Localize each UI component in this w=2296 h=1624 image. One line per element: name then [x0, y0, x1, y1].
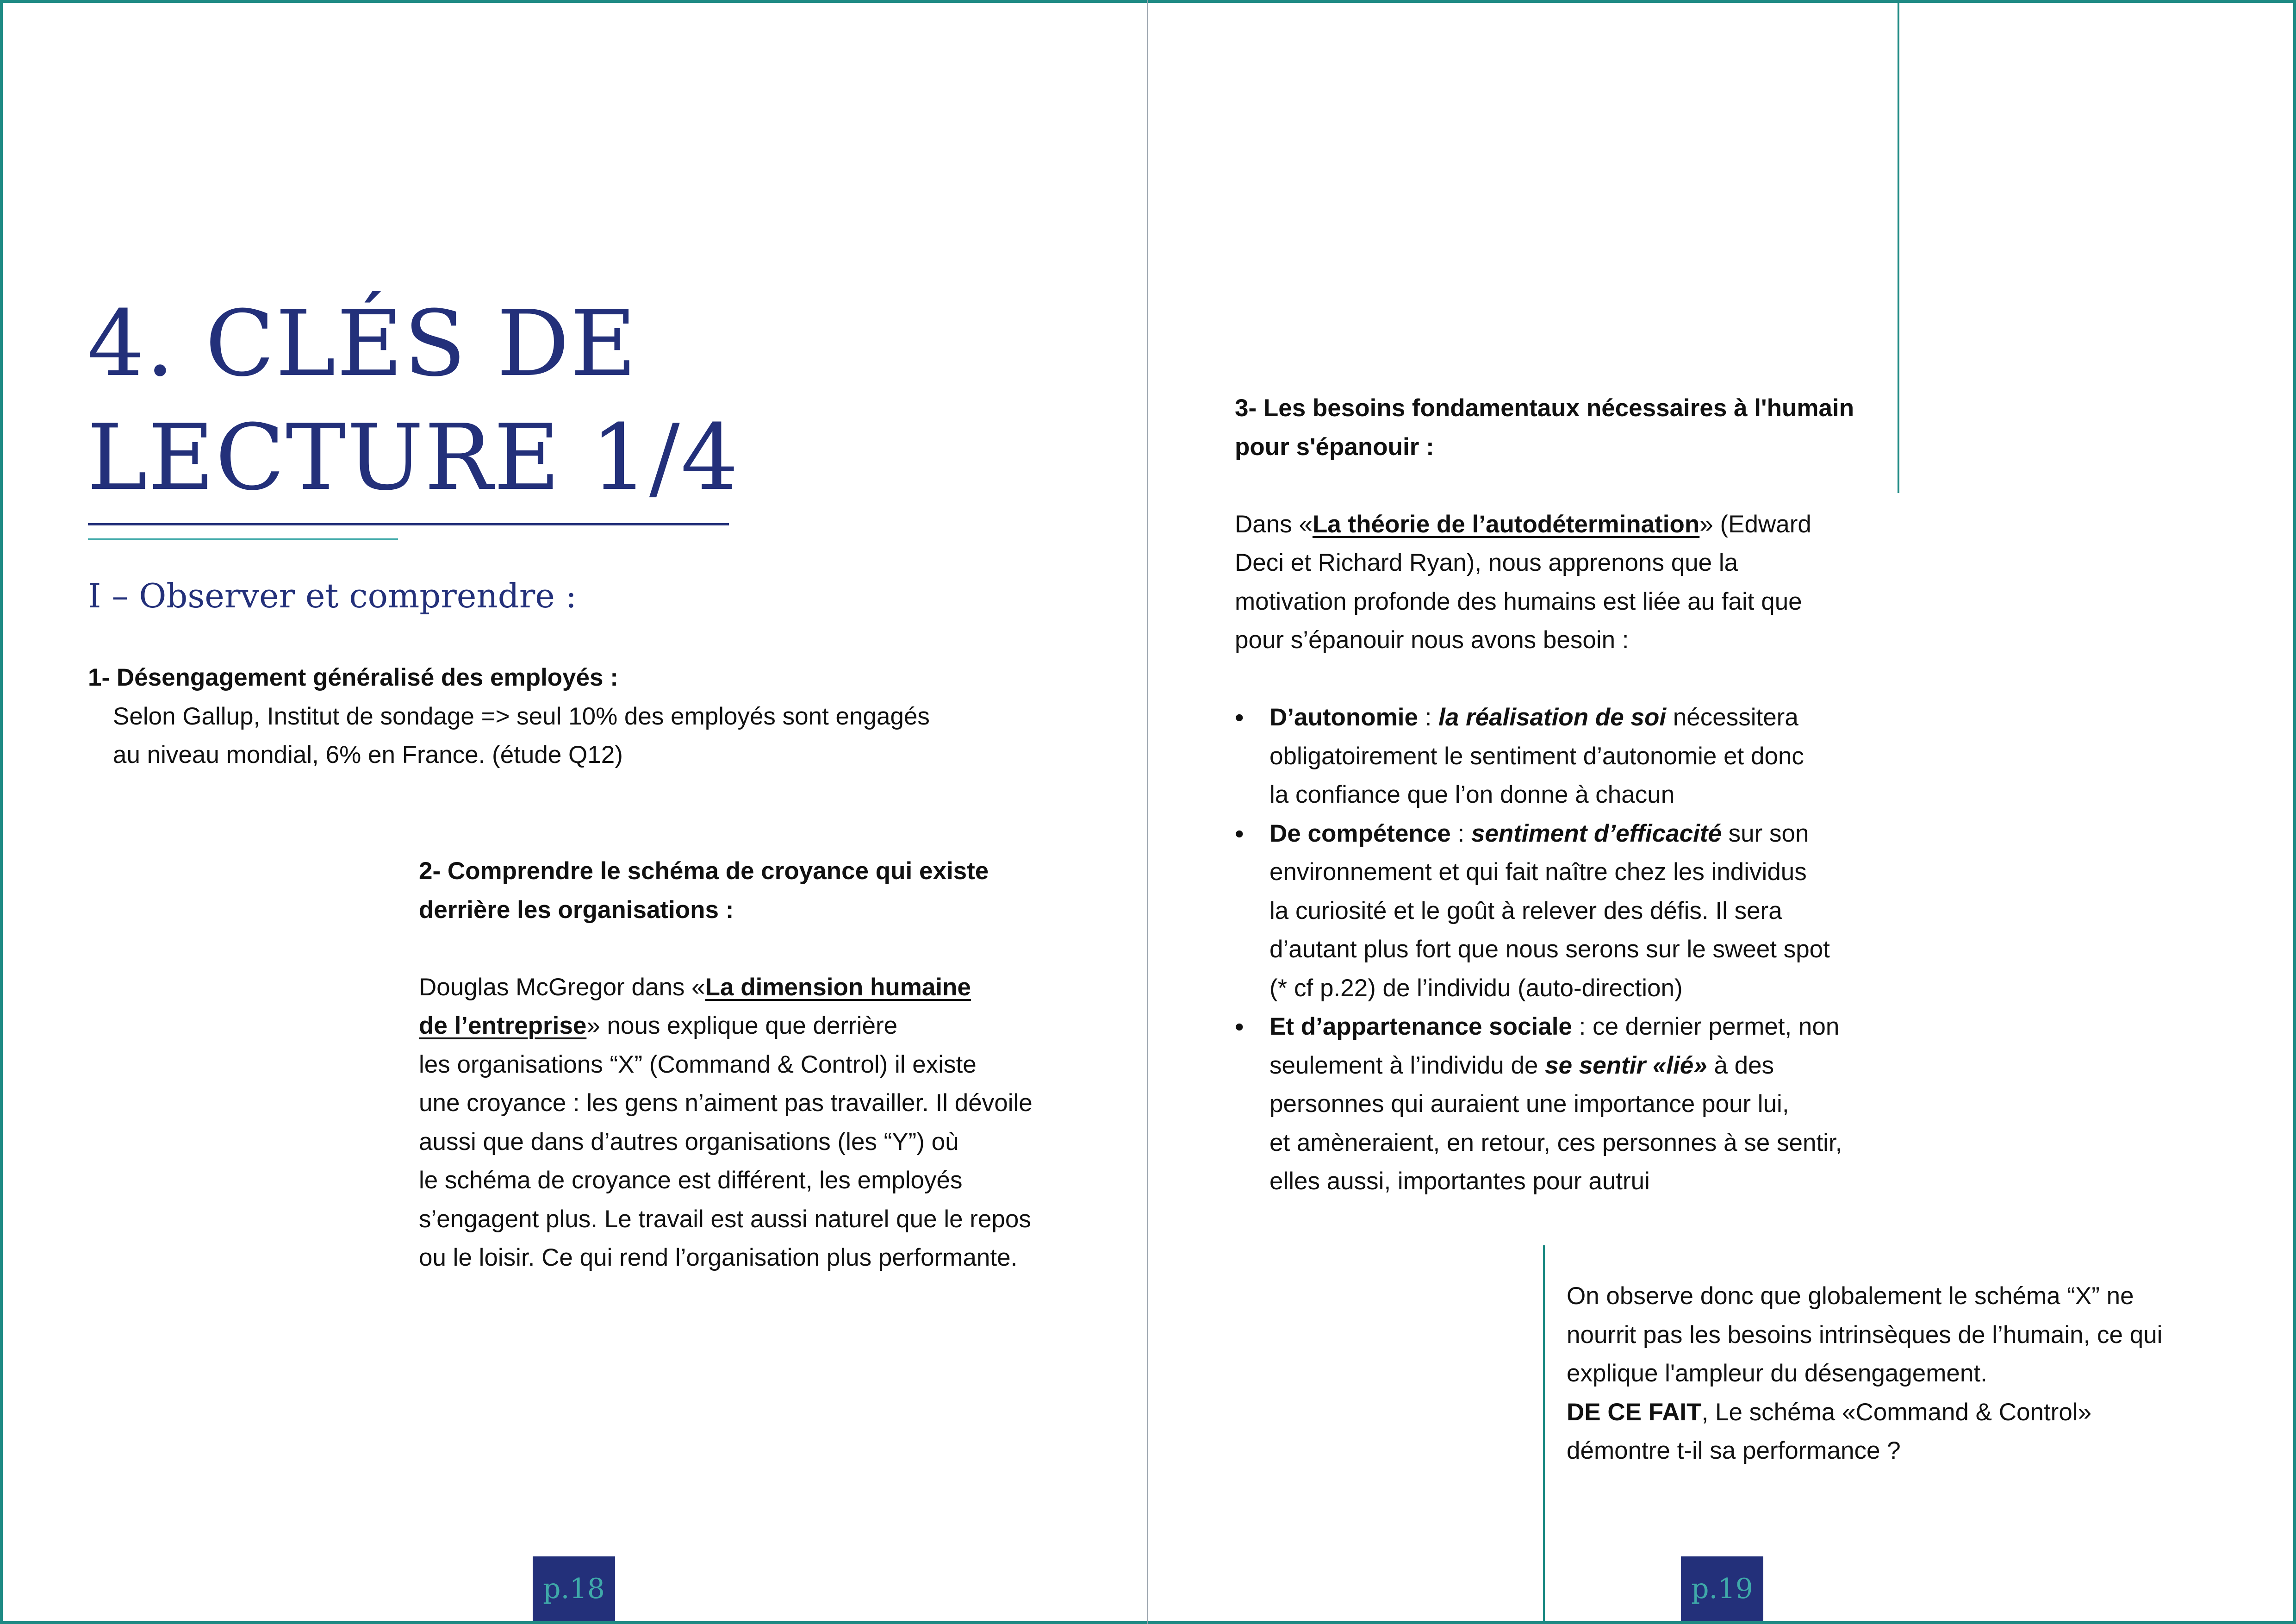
point-3-intro-line [1235, 505, 1854, 544]
book-spine-divider [1147, 0, 1148, 1624]
accent-vertical-line-bottom [1543, 1245, 1545, 1624]
page-number-19: p.19 [1681, 1556, 1763, 1621]
conclusion-block [1567, 1277, 2162, 1470]
bullet-autonomie-line-3: la confiance que l’on donne à chacun [1269, 781, 1675, 808]
bullet-appartenance-line-3: personnes qui auraient une importance pour lui, [1269, 1090, 1789, 1118]
point-3-line-1: Deci et Richard Ryan), nous apprenons que la [1235, 549, 1738, 576]
bullet-appartenance-line-2-after: à des [1707, 1051, 1774, 1079]
point-2-line-6: ou le loisir. Ce qui rend l’organisation plus performante. [419, 1244, 1018, 1271]
bullet-competence-line-5: (* cf p.22) de l’individu (auto-direction) [1269, 974, 1683, 1002]
point-2-block [419, 852, 1033, 1277]
bullet-separator: : [1572, 1013, 1593, 1040]
bullet-autonomie-line-2: obligatoirement le sentiment d’autonomie et donc [1269, 742, 1804, 770]
theory-title: La théorie de l’autodétermination [1312, 510, 1700, 538]
title-underline [88, 523, 729, 525]
conclusion-line-3: explique l'ampleur du désengagement. [1567, 1360, 1987, 1387]
point-1-heading: 1- Désengagement généralisé des employés : [88, 664, 618, 691]
book-title-part-1: La dimension humaine [705, 973, 971, 1001]
conclusion-line-5: démontre t-il sa performance ? [1567, 1437, 1901, 1464]
point-3-intro-after: » (Edward [1699, 510, 1811, 538]
bullet-appartenance [1235, 1007, 1854, 1201]
section-heading: I – Observer et comprendre : [88, 576, 577, 615]
bullet-separator: : [1418, 704, 1439, 731]
bullet-appartenance-rest: ce dernier permet, non [1593, 1013, 1840, 1040]
bullet-competence [1235, 814, 1854, 1008]
bullet-competence-line-2: environnement et qui fait naître chez les individus [1269, 858, 1807, 886]
bullet-autonomie [1235, 698, 1854, 814]
point-2-after-title: » nous explique que derrière [586, 1012, 898, 1039]
title-line-2: LECTURE 1/4 [87, 405, 740, 511]
title-line-1: 4. CLÉS DE [87, 291, 638, 397]
conclusion-line-4 [1567, 1393, 2162, 1432]
point-2-line-2: une croyance : les gens n’aiment pas travailler. Il dévoile [419, 1089, 1033, 1117]
bullet-competence-label: De compétence [1269, 819, 1451, 847]
point-3-line-2: motivation profonde des humains est liée au fait que [1235, 587, 1802, 615]
accent-vertical-line-top [1898, 0, 1899, 493]
page-number-18: p.18 [533, 1556, 615, 1621]
point-3-intro-before: Dans « [1235, 510, 1313, 538]
point-2-title-line [419, 1006, 1033, 1045]
point-1-block [88, 658, 930, 775]
title-accent-underline [88, 538, 398, 540]
bullet-appartenance-emphasis: se sentir «lié» [1545, 1051, 1707, 1079]
page-title [87, 287, 740, 515]
point-2-intro-line [419, 968, 1033, 1007]
bullet-competence-line-3: la curiosité et le goût à relever des défis. Il sera [1269, 897, 1782, 924]
conclusion-line-4-rest: , Le schéma «Command & Control» [1701, 1398, 2092, 1426]
conclusion-line-1: On observe donc que globalement le schéma “X” ne [1567, 1282, 2134, 1310]
bullet-competence-emphasis: sentiment d’efficacité [1471, 819, 1722, 847]
point-3-heading-line-2: pour s'épanouir : [1235, 433, 1434, 461]
bullet-appartenance-line-5: elles aussi, importantes pour autrui [1269, 1168, 1650, 1195]
point-3-block [1235, 389, 1854, 1201]
bullet-competence-rest: sur son [1721, 819, 1809, 847]
bullet-competence-line-4: d’autant plus fort que nous serons sur le sweet spot [1269, 936, 1830, 963]
conclusion-emphasis: DE CE FAIT [1567, 1398, 1702, 1426]
point-3-line-3: pour s’épanouir nous avons besoin : [1235, 626, 1629, 654]
point-2-line-3: aussi que dans d’autres organisations (les “Y”) où [419, 1128, 959, 1156]
needs-bullet-list [1235, 698, 1854, 1201]
point-2-intro: Douglas McGregor dans « [419, 973, 705, 1001]
bullet-appartenance-label: Et d’appartenance sociale [1269, 1013, 1572, 1040]
bullet-appartenance-line-4: et amèneraient, en retour, ces personnes à se sentir, [1269, 1129, 1842, 1156]
bullet-autonomie-rest: nécessitera [1666, 704, 1798, 731]
point-2-line-5: s’engagent plus. Le travail est aussi naturel que le repos [419, 1205, 1031, 1233]
bullet-autonomie-label: D’autonomie [1269, 704, 1418, 731]
point-1-line-1: Selon Gallup, Institut de sondage => seul 10% des employés sont engagés [113, 702, 930, 730]
point-2-line-1: les organisations “X” (Command & Control) il existe [419, 1050, 977, 1078]
point-2-heading-line-1: 2- Comprendre le schéma de croyance qui existe [419, 857, 989, 885]
point-2-heading-line-2: derrière les organisations : [419, 896, 734, 924]
point-3-heading-line-1: 3- Les besoins fondamentaux nécessaires à l'humain [1235, 394, 1854, 422]
bullet-appartenance-line-2-before: seulement à l’individu de [1269, 1051, 1545, 1079]
bullet-autonomie-emphasis: la réalisation de soi [1438, 704, 1667, 731]
bullet-separator: : [1450, 819, 1471, 847]
point-2-line-4: le schéma de croyance est différent, les employés [419, 1167, 963, 1194]
book-title-part-2: de l’entreprise [419, 1012, 587, 1039]
point-1-line-2: au niveau mondial, 6% en France. (étude Q12) [113, 741, 623, 768]
conclusion-line-2: nourrit pas les besoins intrinsèques de l’humain, ce qui [1567, 1321, 2163, 1349]
